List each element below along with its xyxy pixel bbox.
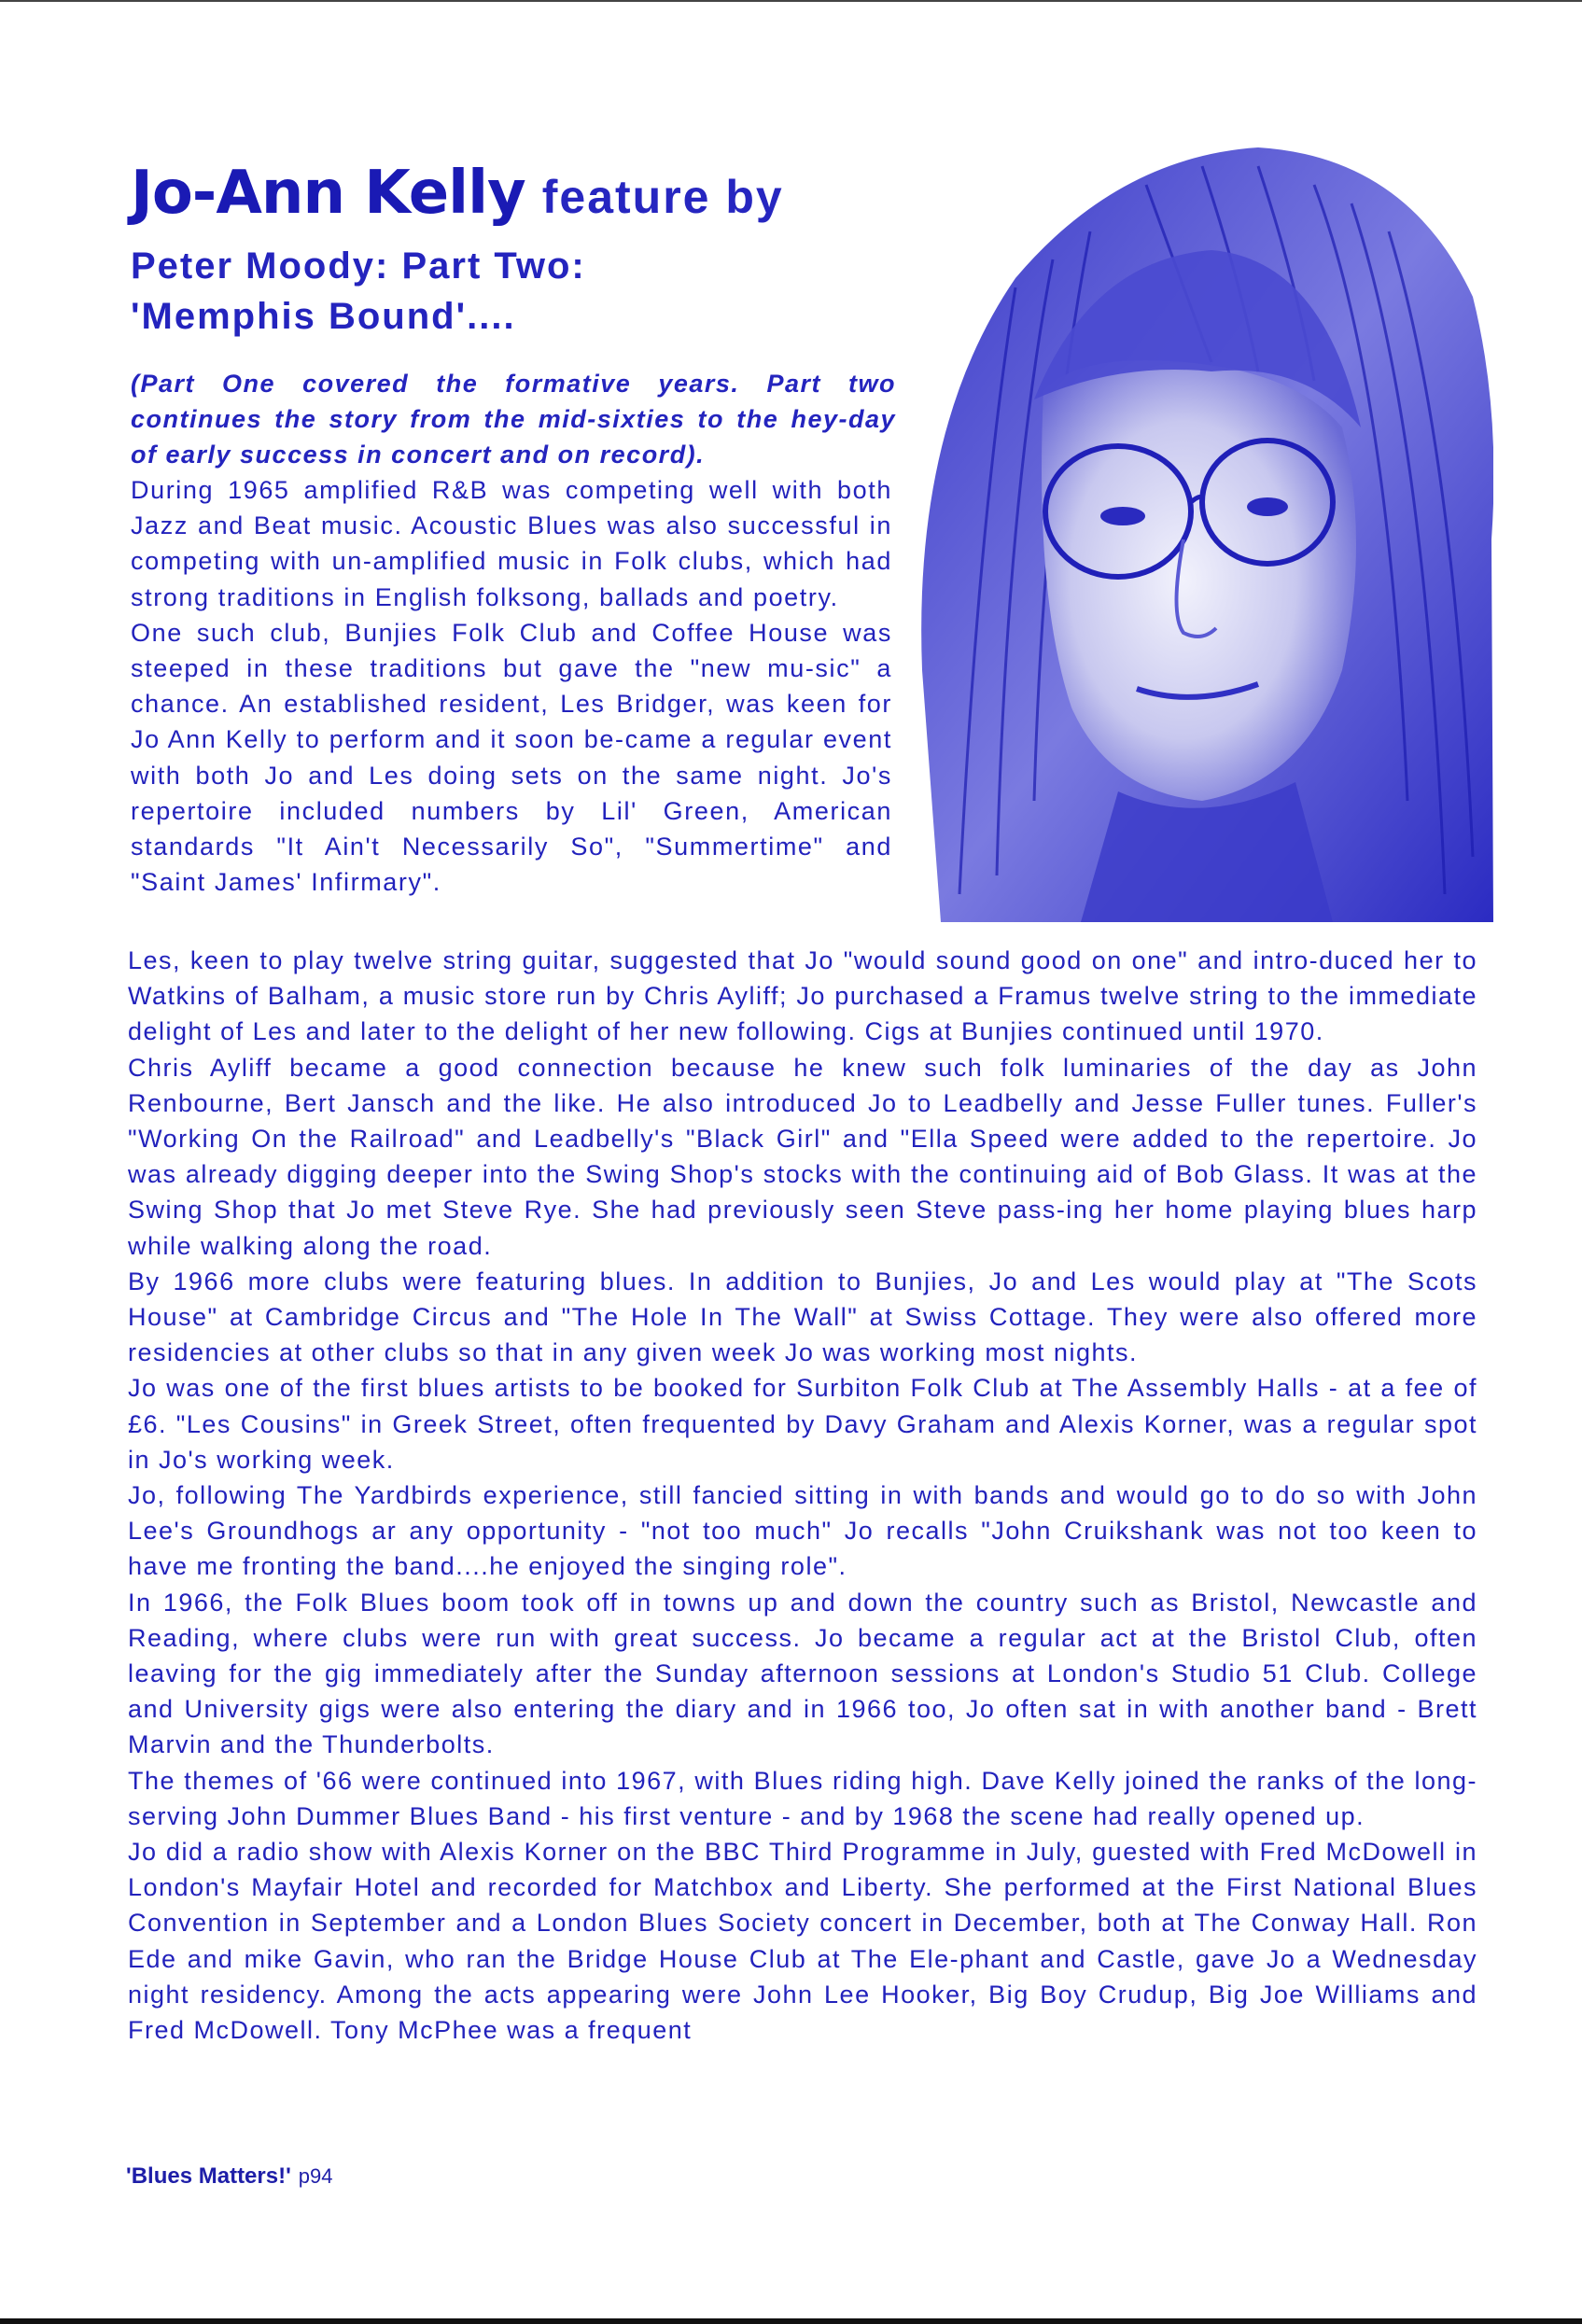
- body-paragraph: Les, keen to play twelve string guitar, suggested that Jo "would sound good on one" and intro-duced her to Watkins of Balham, a music store run by Chris Ayliff; Jo purchased a Framus twelve string to the immediate delight of Les and later to the delight of her new following. Cigs at Bunjies continued until 1970.: [128, 946, 1477, 1046]
- page-bottom-edge: [0, 2318, 1582, 2324]
- title-line: [131, 159, 905, 228]
- page-footer: [126, 2163, 333, 2190]
- body-paragraph: During 1965 amplified R&B was competing well with both Jazz and Beat music. Acoustic Blues was also successful in competing with un-amplified music in Folk clubs, which had strong traditions in English folksong, ballads and poetry.: [131, 476, 892, 611]
- artist-name: Jo-Ann Kelly: [131, 159, 525, 228]
- page-number: p94: [298, 2164, 333, 2188]
- page-top-edge: [0, 0, 1582, 2]
- subtitle-part-title: 'Memphis Bound'....: [131, 296, 516, 337]
- body-paragraph: Jo was one of the first blues artists to be booked for Surbiton Folk Club at The Assembly Halls - at a fee of £6. "Les Cousins" in Greek Street, often frequented by Davy Graham and Alexis Korner, was a regular spot in Jo's working week.: [128, 1374, 1477, 1474]
- body-paragraph: Jo did a radio show with Alexis Korner on the BBC Third Programme in July, guested with Fred McDowell in London's Mayfair Hotel and recorded for Matchbox and Liberty. She performed at the First National Blues Convention in September and a London Blues Society concert in December, both at The Conway Hall. Ron Ede and mike Gavin, who ran the Bridge House Club at The Ele-phant and Castle, gave Jo a Wednesday night residency. Among the acts appearing were John Lee Hooker, Big Boy Crudup, Big Joe Williams and Fred McDowell. Tony McPhee was a frequent: [128, 1838, 1477, 2045]
- body-paragraph: Chris Ayliff became a good connection because he knew such folk luminaries of the day as John Renbourne, Bert Jansch and the like. He also introduced Jo to Leadbelly and Jesse Fuller tunes. Fuller's "Working On the Railroad" and Leadbelly's "Black Girl" and "Ella Speed were added to the repertoire. Jo was already digging deeper into the Swing Shop's stocks with the continuing aid of Bob Glass. It was at the Swing Shop that Jo met Steve Rye. She had previously seen Steve pass-ing her home playing blues harp while walking along the road.: [128, 1053, 1477, 1260]
- portrait-photo-icon: [903, 147, 1493, 922]
- body-paragraph: By 1966 more clubs were featuring blues. In addition to Bunjies, Jo and Les would play at "The Scots House" at Cambridge Circus and "The Hole In The Wall" at Swiss Cottage. They were also offered more residencies at other clubs so that in any given week Jo was working most nights.: [128, 1267, 1477, 1367]
- intro-paragraph: (Part One covered the formative years. Part two continues the story from the mid-sixties to the hey-day of early success in concert and on record).: [131, 370, 896, 469]
- body-full-width: [128, 943, 1477, 2048]
- magazine-name: 'Blues Matters!': [126, 2163, 291, 2189]
- body-beside-photo: [131, 472, 892, 900]
- body-paragraph: One such club, Bunjies Folk Club and Coffee House was steeped in these traditions but gave the "new mu-sic" a chance. An established resident, Les Bridger, was keen for Jo Ann Kelly to perform and it soon be-came a regular event with both Jo and Les doing sets on the same night. Jo's repertoire included numbers by Lil' Green, American standards "It Ain't Necessarily So", "Summertime" and "Saint James' Infirmary".: [131, 618, 892, 897]
- body-paragraph: Jo, following The Yardbirds experience, still fancied sitting in with bands and would go to do so with John Lee's Groundhogs ar any opportunity - "not too much" Jo recalls "John Cruikshank was not too keen to have me fronting the band....he enjoyed the singing role".: [128, 1481, 1477, 1581]
- body-paragraph: The themes of '66 were continued into 1967, with Blues riding high. Dave Kelly joined the ranks of the long-serving John Dummer Blues Band - his first venture - and by 1968 the scene had really opened up.: [128, 1766, 1477, 1830]
- portrait-photo: [903, 147, 1493, 922]
- article-header: [131, 159, 905, 339]
- feature-by: feature by: [541, 171, 784, 223]
- subtitle-author: Peter Moody: Part Two:: [131, 245, 586, 287]
- body-paragraph: In 1966, the Folk Blues boom took off in towns up and down the country such as Bristol, Newcastle and Reading, where clubs were run with great success. Jo became a regular act at the Bristol Club, often leaving for the gig immediately after the Sunday afternoon sessions at London's Studio 51 Club. College and University gigs were also entering the diary and in 1966 too, Jo often sat in with another band - Brett Marvin and the Thunderbolts.: [128, 1588, 1477, 1759]
